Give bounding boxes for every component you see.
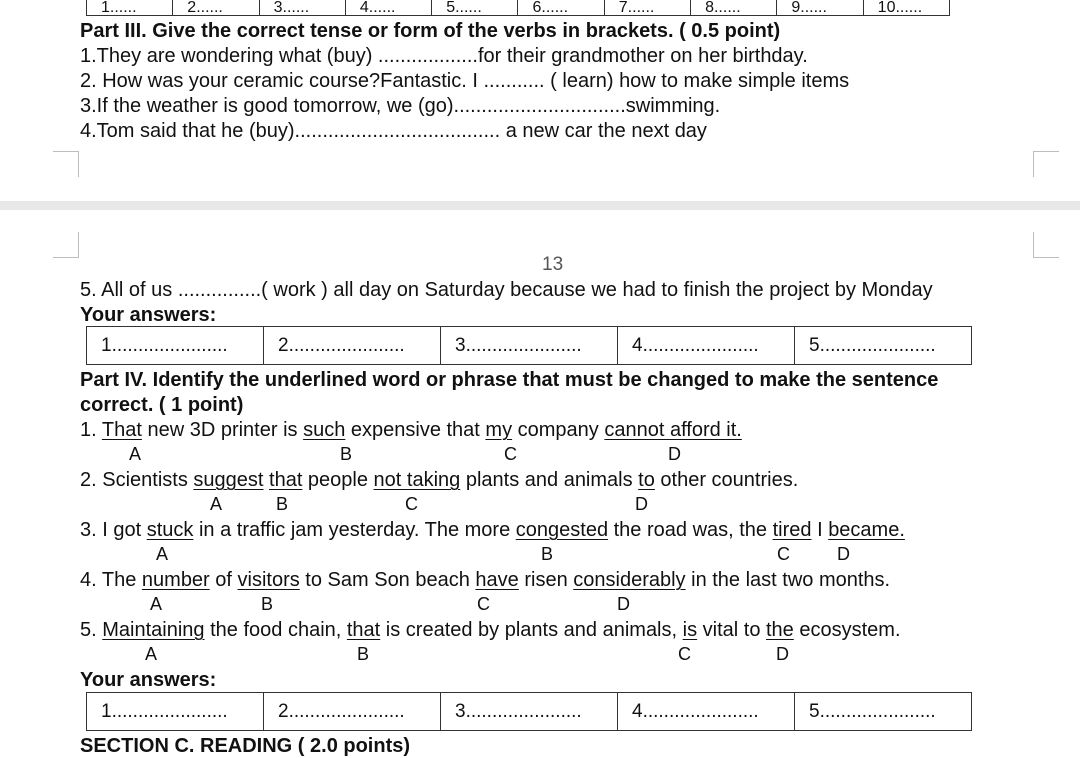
top-answer-7: 7...... — [604, 0, 690, 16]
page-corner-bottom-right — [1033, 151, 1059, 177]
part4-answer-3[interactable]: 3...................... — [441, 693, 618, 731]
part4-answer-4[interactable]: 4...................... — [618, 693, 795, 731]
q2-letter-c: C — [405, 494, 418, 514]
q2-letter-d: D — [635, 494, 648, 514]
part3-answer-2[interactable]: 2...................... — [264, 327, 441, 365]
part4-heading-line2: correct. ( 1 point) — [80, 394, 244, 416]
q3-letter-b: B — [541, 544, 554, 564]
q5-letter-b: B — [357, 644, 370, 664]
top-answer-2: 2...... — [173, 0, 259, 16]
top-answer-8: 8...... — [691, 0, 777, 16]
part4-answer-1[interactable]: 1...................... — [87, 693, 264, 731]
part4-q4: 4. The number of visitors to Sam Son beach have risen considerably in the last two months. — [80, 569, 891, 591]
part4-q5: 5. Maintaining the food chain, that is created by plants and animals, is vital to the ecosystem. — [80, 619, 901, 641]
part4-q1: 1. That new 3D printer is such expensive that my company cannot afford it. — [80, 419, 742, 441]
part4-answer-table — [86, 692, 972, 731]
part3-answer-4[interactable]: 4...................... — [618, 327, 795, 365]
top-answer-10: 10...... — [863, 0, 949, 16]
part3-q3: 3.If the weather is good tomorrow, we (go)...............................swimming. — [80, 95, 721, 117]
q4-letter-b: B — [261, 594, 274, 614]
part3-q2: 2. How was your ceramic course?Fantastic. I ........... ( learn) how to make simple items — [80, 70, 850, 92]
top-answer-9: 9...... — [777, 0, 863, 16]
q1-letter-c: C — [504, 444, 517, 464]
q4-letter-d: D — [617, 594, 630, 614]
top-answer-4: 4...... — [345, 0, 431, 16]
q5-letter-c: C — [678, 644, 691, 664]
q4-letter-a: A — [150, 594, 163, 614]
part3-q5: 5. All of us ...............( work ) all day on Saturday because we had to finish the project by Monday — [80, 279, 933, 301]
page-corner-top-right — [1033, 232, 1059, 258]
top-answer-5: 5...... — [432, 0, 518, 16]
page-break — [0, 201, 1080, 210]
q3-letter-a: A — [156, 544, 169, 564]
page-corner-top-left — [53, 232, 79, 258]
part4-answer-5[interactable]: 5...................... — [795, 693, 972, 731]
q4-letter-c: C — [477, 594, 490, 614]
part4-heading-line1: Part IV. Identify the underlined word or phrase that must be changed to make the sentence — [80, 369, 939, 391]
page-number: 13 — [542, 254, 564, 275]
q5-letter-d: D — [776, 644, 789, 664]
part3-heading: Part III. Give the correct tense or form of the verbs in brackets. ( 0.5 point) — [80, 20, 781, 42]
section-c-heading: SECTION C. READING ( 2.0 points) — [80, 735, 411, 757]
q3-letter-d: D — [837, 544, 850, 564]
part4-q3: 3. I got stuck in a traffic jam yesterday. The more congested the road was, the tired I became. — [80, 519, 905, 541]
top-answer-6: 6...... — [518, 0, 604, 16]
part3-q1: 1.They are wondering what (buy) ..................for their grandmother on her birthday. — [80, 45, 808, 67]
top-answer-row — [86, 0, 950, 16]
page-corner-bottom-left — [53, 151, 79, 177]
q2-letter-a: A — [210, 494, 223, 514]
q3-letter-c: C — [777, 544, 790, 564]
top-answer-1: 1...... — [87, 0, 173, 16]
q1-letter-d: D — [668, 444, 681, 464]
part3-answers-label: Your answers: — [80, 304, 217, 326]
part3-q4: 4.Tom said that he (buy)..................................... a new car the next day — [80, 120, 707, 142]
q1-letter-a: A — [129, 444, 142, 464]
part3-answer-table — [86, 326, 972, 365]
top-answer-3: 3...... — [259, 0, 345, 16]
part4-answers-label: Your answers: — [80, 669, 217, 691]
part3-answer-5[interactable]: 5...................... — [795, 327, 972, 365]
part3-answer-1[interactable]: 1...................... — [87, 327, 264, 365]
q2-letter-b: B — [276, 494, 289, 514]
part4-answer-2[interactable]: 2...................... — [264, 693, 441, 731]
part3-answer-3[interactable]: 3...................... — [441, 327, 618, 365]
q5-letter-a: A — [145, 644, 158, 664]
part4-q2: 2. Scientists suggest that people not taking plants and animals to other countries. — [80, 469, 799, 491]
q1-letter-b: B — [340, 444, 353, 464]
